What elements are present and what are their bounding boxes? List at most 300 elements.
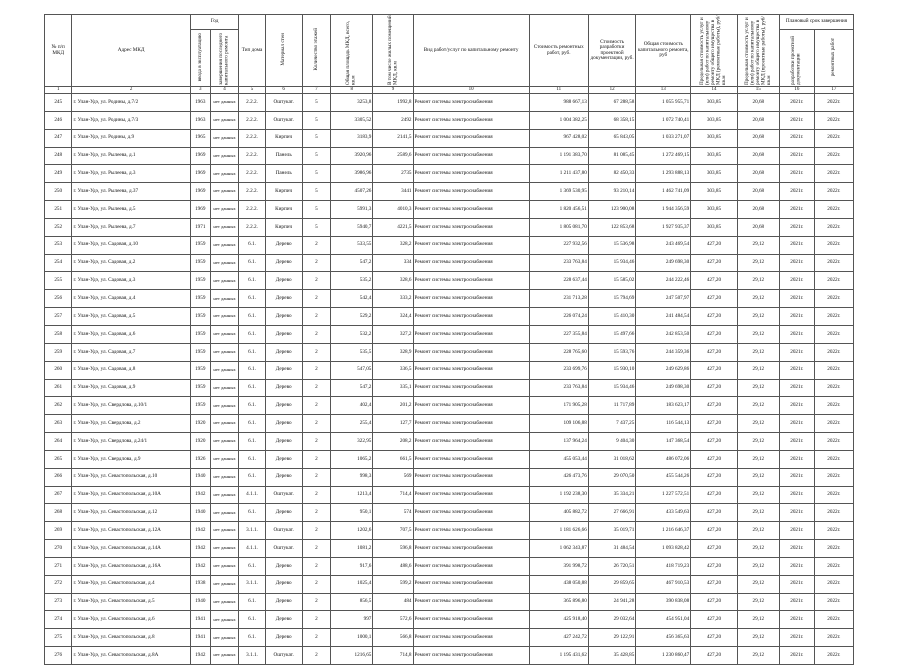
cell-limit-repair: 303,85 bbox=[691, 165, 737, 183]
cell-work-type: Ремонт системы электроснабжения bbox=[413, 468, 529, 486]
cell-term-repair: 2022г. bbox=[814, 325, 853, 343]
cell-res-area: 2589,6 bbox=[373, 147, 413, 165]
cell-num: 264 bbox=[45, 433, 72, 451]
cell-address: г. Улан-Удэ, ул. Садовая, д.4 bbox=[72, 290, 190, 308]
cell-house-type: 6.1. bbox=[239, 308, 265, 326]
cell-term-design: 2021г. bbox=[779, 611, 814, 629]
cell-res-area: 3441 bbox=[373, 183, 413, 201]
cell-design-cost: 68 358,15 bbox=[588, 111, 636, 129]
cell-repair-cost: 227 355,84 bbox=[529, 325, 588, 343]
table-row bbox=[45, 397, 854, 415]
cell-term-repair: 2022г. bbox=[814, 147, 853, 165]
cell-address: г. Улан-Удэ, ул. Садовая, д.9 bbox=[72, 379, 190, 397]
cell-limit-design: 20,68 bbox=[737, 129, 779, 147]
cell-house-type: 2.2.2. bbox=[239, 129, 265, 147]
cell-year-last-repair: нет данных bbox=[210, 415, 239, 433]
cell-res-area: 4010,3 bbox=[373, 201, 413, 219]
cell-num: 272 bbox=[45, 575, 72, 593]
cell-term-design: 2021г. bbox=[779, 272, 814, 290]
cell-wall-material: Дерево bbox=[265, 557, 302, 575]
cell-limit-repair: 303,85 bbox=[691, 218, 737, 236]
cell-limit-design: 29,12 bbox=[737, 343, 779, 361]
cell-res-area: 566,8 bbox=[373, 629, 413, 647]
cell-design-cost: 24 941,28 bbox=[588, 593, 636, 611]
cell-limit-design: 29,12 bbox=[737, 254, 779, 272]
cell-year-commission: 1959 bbox=[190, 361, 210, 379]
cell-total-area: 529,2 bbox=[331, 308, 373, 326]
cell-work-type: Ремонт системы электроснабжения bbox=[413, 450, 529, 468]
cell-year-commission: 1959 bbox=[190, 343, 210, 361]
cell-num: 252 bbox=[45, 218, 72, 236]
cell-address: г. Улан-Удэ, ул. Севастопольская, д.16А bbox=[72, 557, 190, 575]
cell-limit-design: 29,12 bbox=[737, 468, 779, 486]
cell-year-last-repair: нет данных bbox=[210, 129, 239, 147]
cell-limit-design: 20,68 bbox=[737, 183, 779, 201]
cell-term-design: 2021г. bbox=[779, 147, 814, 165]
cell-year-last-repair: нет данных bbox=[210, 522, 239, 540]
cell-design-cost: 31 018,62 bbox=[588, 450, 636, 468]
cell-year-commission: 1938 bbox=[190, 575, 210, 593]
cell-limit-repair: 427,20 bbox=[691, 486, 737, 504]
table-row bbox=[45, 486, 854, 504]
cell-repair-cost: 233 699,76 bbox=[529, 361, 588, 379]
cell-house-type: 6.1. bbox=[239, 415, 265, 433]
cell-total-cost: 243 469,54 bbox=[636, 236, 691, 254]
cell-repair-cost: 1 181 626,66 bbox=[529, 522, 588, 540]
cell-res-area: 335,1 bbox=[373, 379, 413, 397]
cell-term-design: 2021г. bbox=[779, 450, 814, 468]
cell-limit-design: 29,12 bbox=[737, 629, 779, 647]
column-number: 15 bbox=[737, 87, 779, 94]
cell-limit-repair: 427,20 bbox=[691, 254, 737, 272]
cell-total-area: 5991,3 bbox=[331, 201, 373, 219]
header-res-area: В том числе жилых помещений МКД, кв.м bbox=[373, 15, 413, 87]
cell-limit-repair: 303,85 bbox=[691, 201, 737, 219]
cell-repair-cost: 1 191 383,70 bbox=[529, 147, 588, 165]
table-row bbox=[45, 254, 854, 272]
cell-year-last-repair: нет данных bbox=[210, 111, 239, 129]
cell-term-repair: 2022г. bbox=[814, 218, 853, 236]
cell-term-repair: 2022г. bbox=[814, 94, 853, 112]
cell-floors: 2 bbox=[302, 236, 331, 254]
cell-term-design: 2021г. bbox=[779, 647, 814, 665]
cell-floors: 2 bbox=[302, 308, 331, 326]
cell-year-last-repair: нет данных bbox=[210, 290, 239, 308]
cell-limit-design: 29,12 bbox=[737, 450, 779, 468]
cell-total-area: 402,4 bbox=[331, 397, 373, 415]
cell-year-commission: 1941 bbox=[190, 611, 210, 629]
cell-floors: 2 bbox=[302, 361, 331, 379]
cell-house-type: 6.1. bbox=[239, 379, 265, 397]
cell-total-cost: 1 227 572,51 bbox=[636, 486, 691, 504]
table-row bbox=[45, 290, 854, 308]
cell-year-last-repair: нет данных bbox=[210, 647, 239, 665]
header-repair-cost: Стоимость ремонтных работ, руб. bbox=[529, 15, 588, 87]
table-row bbox=[45, 468, 854, 486]
cell-num: 261 bbox=[45, 379, 72, 397]
cell-year-last-repair: нет данных bbox=[210, 308, 239, 326]
cell-house-type: 2.2.2. bbox=[239, 183, 265, 201]
header-address: Адрес МКД bbox=[72, 15, 190, 87]
cell-work-type: Ремонт системы электроснабжения bbox=[413, 183, 529, 201]
cell-address: г. Улан-Удэ, ул. Севастопольская, д.5 bbox=[72, 593, 190, 611]
cell-house-type: 6.1. bbox=[239, 433, 265, 451]
cell-res-area: 714,8 bbox=[373, 647, 413, 665]
cell-total-cost: 249 698,30 bbox=[636, 379, 691, 397]
cell-total-cost: 116 544,13 bbox=[636, 415, 691, 433]
cell-year-commission: 1942 bbox=[190, 540, 210, 558]
cell-year-commission: 1940 bbox=[190, 468, 210, 486]
cell-term-repair: 2022г. bbox=[814, 343, 853, 361]
cell-year-commission: 1959 bbox=[190, 236, 210, 254]
cell-term-repair: 2022г. bbox=[814, 183, 853, 201]
cell-wall-material: Кирпич bbox=[265, 201, 302, 219]
cell-wall-material: Дерево bbox=[265, 397, 302, 415]
cell-res-area: 599,2 bbox=[373, 575, 413, 593]
cell-limit-design: 29,12 bbox=[737, 486, 779, 504]
cell-floors: 5 bbox=[302, 183, 331, 201]
cell-work-type: Ремонт системы электроснабжения bbox=[413, 379, 529, 397]
table-row bbox=[45, 415, 854, 433]
cell-floors: 2 bbox=[302, 379, 331, 397]
cell-limit-repair: 303,85 bbox=[691, 129, 737, 147]
column-number: 2 bbox=[72, 87, 190, 94]
cell-limit-repair: 427,20 bbox=[691, 540, 737, 558]
cell-total-cost: 1 272 469,15 bbox=[636, 147, 691, 165]
cell-term-design: 2021г. bbox=[779, 183, 814, 201]
cell-floors: 2 bbox=[302, 290, 331, 308]
cell-house-type: 6.1. bbox=[239, 504, 265, 522]
cell-term-design: 2021г. bbox=[779, 557, 814, 575]
cell-address: г. Улан-Удэ, ул. Рылеева, д.5 bbox=[72, 201, 190, 219]
cell-house-type: 6.1. bbox=[239, 397, 265, 415]
cell-design-cost: 15 934,46 bbox=[588, 379, 636, 397]
cell-work-type: Ремонт системы электроснабжения bbox=[413, 415, 529, 433]
cell-total-area: 1216,65 bbox=[331, 647, 373, 665]
cell-limit-repair: 427,20 bbox=[691, 468, 737, 486]
cell-design-cost: 67 288,58 bbox=[588, 94, 636, 112]
cell-year-commission: 1963 bbox=[190, 111, 210, 129]
cell-year-last-repair: нет данных bbox=[210, 343, 239, 361]
cell-year-commission: 1940 bbox=[190, 504, 210, 522]
cell-total-area: 255,4 bbox=[331, 415, 373, 433]
cell-address: г. Улан-Удэ, ул. Садовая, д.10 bbox=[72, 236, 190, 254]
cell-limit-design: 29,12 bbox=[737, 611, 779, 629]
cell-work-type: Ремонт системы электроснабжения bbox=[413, 201, 529, 219]
cell-work-type: Ремонт системы электроснабжения bbox=[413, 575, 529, 593]
cell-floors: 5 bbox=[302, 165, 331, 183]
cell-design-cost: 93 210,14 bbox=[588, 183, 636, 201]
cell-limit-repair: 427,20 bbox=[691, 522, 737, 540]
cell-house-type: 2.2.2. bbox=[239, 218, 265, 236]
cell-floors: 5 bbox=[302, 218, 331, 236]
cell-design-cost: 122 853,68 bbox=[588, 218, 636, 236]
cell-repair-cost: 233 763,84 bbox=[529, 254, 588, 272]
table-body bbox=[45, 94, 854, 665]
cell-wall-material: Дерево bbox=[265, 611, 302, 629]
cell-wall-material: Оштукат. bbox=[265, 540, 302, 558]
table-row bbox=[45, 201, 854, 219]
cell-house-type: 2.2.2. bbox=[239, 94, 265, 112]
cell-total-cost: 486 072,06 bbox=[636, 450, 691, 468]
cell-term-design: 2021г. bbox=[779, 290, 814, 308]
cell-year-last-repair: нет данных bbox=[210, 397, 239, 415]
cell-num: 274 bbox=[45, 611, 72, 629]
cell-year-commission: 1941 bbox=[190, 629, 210, 647]
cell-total-cost: 1 093 828,42 bbox=[636, 540, 691, 558]
cell-num: 269 bbox=[45, 522, 72, 540]
cell-limit-repair: 303,85 bbox=[691, 111, 737, 129]
cell-total-area: 1081,2 bbox=[331, 540, 373, 558]
cell-total-area: 547,05 bbox=[331, 361, 373, 379]
table-row bbox=[45, 183, 854, 201]
cell-work-type: Ремонт системы электроснабжения bbox=[413, 236, 529, 254]
cell-res-area: 333,2 bbox=[373, 290, 413, 308]
column-number: 4 bbox=[210, 87, 239, 94]
cell-term-design: 2021г. bbox=[779, 629, 814, 647]
cell-limit-repair: 303,85 bbox=[691, 147, 737, 165]
cell-year-last-repair: нет данных bbox=[210, 361, 239, 379]
cell-work-type: Ремонт системы электроснабжения bbox=[413, 522, 529, 540]
header-work-type: Вид работ/услуг по капитальному ремонту bbox=[413, 15, 529, 87]
cell-repair-cost: 226 074,24 bbox=[529, 308, 588, 326]
cell-res-area: 328,2 bbox=[373, 236, 413, 254]
cell-num: 259 bbox=[45, 343, 72, 361]
table-header bbox=[45, 15, 854, 94]
cell-res-area: 574 bbox=[373, 504, 413, 522]
cell-res-area: 1992,8 bbox=[373, 94, 413, 112]
cell-work-type: Ремонт системы электроснабжения bbox=[413, 361, 529, 379]
cell-address: г. Улан-Удэ, ул. Свердлова, д.24/1 bbox=[72, 433, 190, 451]
cell-term-design: 2021г. bbox=[779, 218, 814, 236]
cell-repair-cost: 1 805 081,70 bbox=[529, 218, 588, 236]
cell-wall-material: Дерево bbox=[265, 468, 302, 486]
column-number: 7 bbox=[302, 87, 331, 94]
cell-total-cost: 454 951,04 bbox=[636, 611, 691, 629]
cell-wall-material: Дерево bbox=[265, 236, 302, 254]
cell-house-type: 6.1. bbox=[239, 557, 265, 575]
cell-floors: 2 bbox=[302, 504, 331, 522]
cell-term-design: 2021г. bbox=[779, 433, 814, 451]
cell-year-commission: 1942 bbox=[190, 522, 210, 540]
cell-year-last-repair: нет данных bbox=[210, 611, 239, 629]
cell-year-commission: 1971 bbox=[190, 218, 210, 236]
cell-year-commission: 1965 bbox=[190, 129, 210, 147]
cell-term-design: 2021г. bbox=[779, 540, 814, 558]
cell-address: г. Улан-Удэ, ул. Рылеева, д.1 bbox=[72, 147, 190, 165]
cell-res-area: 714,4 bbox=[373, 486, 413, 504]
table-row bbox=[45, 611, 854, 629]
cell-term-repair: 2022г. bbox=[814, 397, 853, 415]
cell-repair-cost: 233 763,84 bbox=[529, 379, 588, 397]
cell-floors: 2 bbox=[302, 647, 331, 665]
cell-design-cost: 15 930,10 bbox=[588, 361, 636, 379]
cell-floors: 2 bbox=[302, 272, 331, 290]
cell-design-cost: 9 404,30 bbox=[588, 433, 636, 451]
cell-limit-repair: 427,20 bbox=[691, 504, 737, 522]
cell-limit-repair: 427,20 bbox=[691, 557, 737, 575]
cell-num: 250 bbox=[45, 183, 72, 201]
cell-limit-repair: 427,20 bbox=[691, 236, 737, 254]
cell-wall-material: Оштукат. bbox=[265, 522, 302, 540]
cell-limit-design: 29,12 bbox=[737, 236, 779, 254]
cell-total-cost: 1 033 271,07 bbox=[636, 129, 691, 147]
cell-design-cost: 65 843,05 bbox=[588, 129, 636, 147]
cell-design-cost: 29 070,50 bbox=[588, 468, 636, 486]
cell-work-type: Ремонт системы электроснабжения bbox=[413, 486, 529, 504]
cell-total-cost: 1 927 935,37 bbox=[636, 218, 691, 236]
cell-house-type: 4.1.1. bbox=[239, 540, 265, 558]
header-term-design: разработки проектной документации bbox=[779, 30, 814, 87]
column-number: 13 bbox=[636, 87, 691, 94]
cell-res-area: 334 bbox=[373, 254, 413, 272]
cell-house-type: 6.1. bbox=[239, 450, 265, 468]
cell-year-last-repair: нет данных bbox=[210, 201, 239, 219]
cell-total-area: 1213,4 bbox=[331, 486, 373, 504]
table-row bbox=[45, 218, 854, 236]
cell-design-cost: 15 585,02 bbox=[588, 272, 636, 290]
cell-wall-material: Дерево bbox=[265, 290, 302, 308]
cell-repair-cost: 455 053,44 bbox=[529, 450, 588, 468]
cell-total-area: 856,5 bbox=[331, 593, 373, 611]
cell-repair-cost: 228 637,44 bbox=[529, 272, 588, 290]
cell-design-cost: 15 410,30 bbox=[588, 308, 636, 326]
header-floors: Количество этажей bbox=[302, 15, 331, 87]
cell-work-type: Ремонт системы электроснабжения bbox=[413, 540, 529, 558]
cell-res-area: 572,6 bbox=[373, 611, 413, 629]
cell-work-type: Ремонт системы электроснабжения bbox=[413, 111, 529, 129]
cell-limit-design: 29,12 bbox=[737, 361, 779, 379]
cell-res-area: 328,6 bbox=[373, 272, 413, 290]
cell-total-cost: 1 944 356,59 bbox=[636, 201, 691, 219]
header-total-cost: Общая стоимость капитального ремонта, руб bbox=[636, 15, 691, 87]
column-number: 16 bbox=[779, 87, 814, 94]
cell-term-design: 2021г. bbox=[779, 343, 814, 361]
cell-total-cost: 244 359,36 bbox=[636, 343, 691, 361]
cell-term-repair: 2022г. bbox=[814, 111, 853, 129]
cell-res-area: 127,7 bbox=[373, 415, 413, 433]
cell-house-type: 6.1. bbox=[239, 254, 265, 272]
header-term-repair: ремонтных работ bbox=[814, 30, 853, 87]
cell-repair-cost: 1 369 530,95 bbox=[529, 183, 588, 201]
cell-res-area: 324,4 bbox=[373, 308, 413, 326]
cell-total-area: 917,6 bbox=[331, 557, 373, 575]
cell-house-type: 6.1. bbox=[239, 611, 265, 629]
cell-design-cost: 15 536,98 bbox=[588, 236, 636, 254]
cell-design-cost: 35 019,71 bbox=[588, 522, 636, 540]
cell-res-area: 208,2 bbox=[373, 433, 413, 451]
cell-address: г. Улан-Удэ, ул. Садовая, д.8 bbox=[72, 361, 190, 379]
cell-year-last-repair: нет данных bbox=[210, 254, 239, 272]
table-row bbox=[45, 575, 854, 593]
cell-design-cost: 27 666,91 bbox=[588, 504, 636, 522]
cell-term-repair: 2022г. bbox=[814, 468, 853, 486]
cell-floors: 2 bbox=[302, 415, 331, 433]
cell-design-cost: 15 794,69 bbox=[588, 290, 636, 308]
header-total-area: Общая площадь МКД, всего, кв.м bbox=[331, 15, 373, 87]
cell-limit-repair: 427,20 bbox=[691, 629, 737, 647]
cell-total-area: 5940,7 bbox=[331, 218, 373, 236]
cell-year-last-repair: нет данных bbox=[210, 433, 239, 451]
cell-design-cost: 82 450,33 bbox=[588, 165, 636, 183]
cell-house-type: 3.1.1. bbox=[239, 575, 265, 593]
table-row bbox=[45, 450, 854, 468]
cell-address: г. Улан-Удэ, ул. Родины, д.7/3 bbox=[72, 111, 190, 129]
column-number: 5 bbox=[239, 87, 265, 94]
cell-repair-cost: 228 765,60 bbox=[529, 343, 588, 361]
cell-res-area: 596,8 bbox=[373, 540, 413, 558]
cell-limit-repair: 303,85 bbox=[691, 183, 737, 201]
cell-work-type: Ремонт системы электроснабжения bbox=[413, 593, 529, 611]
cell-total-area: 532,2 bbox=[331, 325, 373, 343]
cell-term-design: 2021г. bbox=[779, 308, 814, 326]
cell-year-commission: 1959 bbox=[190, 325, 210, 343]
cell-total-area: 3183,9 bbox=[331, 129, 373, 147]
cell-limit-design: 20,68 bbox=[737, 218, 779, 236]
cell-total-cost: 390 838,08 bbox=[636, 593, 691, 611]
cell-limit-repair: 427,20 bbox=[691, 593, 737, 611]
table-row bbox=[45, 557, 854, 575]
cell-work-type: Ремонт системы электроснабжения bbox=[413, 290, 529, 308]
cell-limit-design: 29,12 bbox=[737, 272, 779, 290]
cell-year-commission: 1969 bbox=[190, 183, 210, 201]
cell-wall-material: Оштукат. bbox=[265, 486, 302, 504]
cell-term-design: 2021г. bbox=[779, 468, 814, 486]
cell-year-last-repair: нет данных bbox=[210, 629, 239, 647]
cell-total-area: 3920,96 bbox=[331, 147, 373, 165]
cell-num: 255 bbox=[45, 272, 72, 290]
cell-res-area: 2141,5 bbox=[373, 129, 413, 147]
document-page bbox=[44, 14, 854, 665]
column-number: 17 bbox=[814, 87, 853, 94]
cell-year-last-repair: нет данных bbox=[210, 165, 239, 183]
cell-year-commission: 1940 bbox=[190, 593, 210, 611]
cell-limit-repair: 427,20 bbox=[691, 647, 737, 665]
cell-year-commission: 1959 bbox=[190, 379, 210, 397]
cell-total-area: 535,2 bbox=[331, 272, 373, 290]
cell-wall-material: Кирпич bbox=[265, 129, 302, 147]
cell-year-commission: 1959 bbox=[190, 290, 210, 308]
cell-total-cost: 183 623,17 bbox=[636, 397, 691, 415]
cell-address: г. Улан-Удэ, ул. Рылеева, д.37 bbox=[72, 183, 190, 201]
cell-limit-design: 29,12 bbox=[737, 593, 779, 611]
cell-floors: 2 bbox=[302, 343, 331, 361]
cell-address: г. Улан-Удэ, ул. Свердлова, д.10/1 bbox=[72, 397, 190, 415]
cell-year-commission: 1969 bbox=[190, 201, 210, 219]
cell-limit-design: 29,12 bbox=[737, 397, 779, 415]
cell-floors: 2 bbox=[302, 397, 331, 415]
cell-floors: 2 bbox=[302, 325, 331, 343]
cell-term-repair: 2022г. bbox=[814, 629, 853, 647]
cell-year-last-repair: нет данных bbox=[210, 486, 239, 504]
cell-address: г. Улан-Удэ, ул. Севастопольская, д.8 bbox=[72, 629, 190, 647]
cell-address: г. Улан-Удэ, ул. Севастопольская, д.12А bbox=[72, 522, 190, 540]
cell-year-commission: 1942 bbox=[190, 557, 210, 575]
cell-repair-cost: 427 242,72 bbox=[529, 629, 588, 647]
cell-term-repair: 2022г. bbox=[814, 379, 853, 397]
cell-term-design: 2021г. bbox=[779, 522, 814, 540]
cell-year-commission: 1959 bbox=[190, 272, 210, 290]
cell-wall-material: Дерево bbox=[265, 575, 302, 593]
cell-term-repair: 2022г. bbox=[814, 611, 853, 629]
table-row bbox=[45, 147, 854, 165]
cell-total-cost: 249 629,86 bbox=[636, 361, 691, 379]
cell-limit-repair: 427,20 bbox=[691, 415, 737, 433]
cell-term-design: 2021г. bbox=[779, 486, 814, 504]
cell-design-cost: 35 428,85 bbox=[588, 647, 636, 665]
cell-work-type: Ремонт системы электроснабжения bbox=[413, 325, 529, 343]
cell-house-type: 6.1. bbox=[239, 325, 265, 343]
